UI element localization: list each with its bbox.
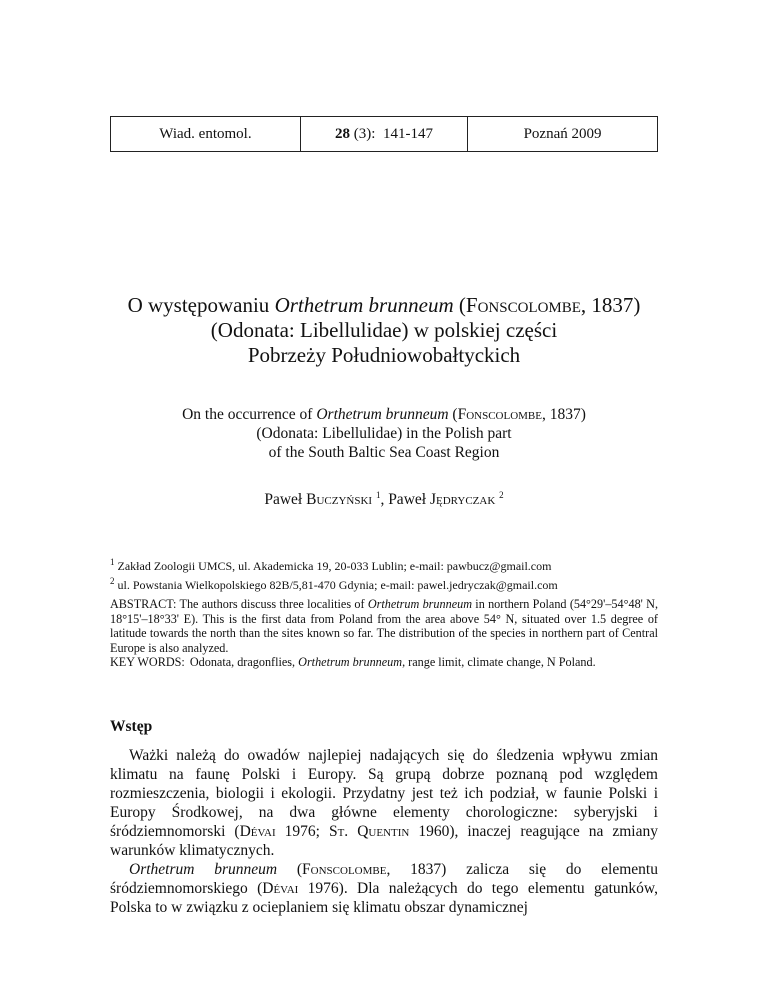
abstract: ABSTRACT: The authors discuss three localities of Orthetrum brunneum in northern Poland (54°29'–54°48' N, 18°15'–18°33' E). This is the first data from Poland from the area above 54° N, situated over 1.5 degree of latitude towards the north than the sites known so far. The distribution of the species in northern part of Central Europe is also analyzed. xyxy=(110,597,659,655)
author-1-surname: Buczyński xyxy=(306,491,373,509)
paragraph-1: Ważki należą do owadów najlepiej nadających się do śledzenia wpływu zmian klimatu na faunę Polski i Europy. Są grupą dobrze poznaną pod względem rozmieszczenia, biologii i ekologii. Przydatny jest też ich podział, w faunie Polski i Europy Środkowej, na dwa główne elementy chorologiczne: syberyjski i śródziemnomorski (Dévai 1976; St. Quentin 1960), inaczej reagujące na zmiany warunków klimatycznych. xyxy=(110,747,658,859)
paragraph-2: Orthetrum brunneum (Fonscolombe, 1837) zalicza się do elementu śródziemnomorskiego (Dévai 1976). Dla należących do tego elementu gatunków, Polska to w związku z ocieplaniem się klimatu obszar dynamicznej xyxy=(110,861,658,916)
title-pl-line3: Pobrzeży Południowobałtyckich xyxy=(247,343,521,367)
author-2-surname: Jędryczak xyxy=(429,491,496,509)
place-year: Poznań 2009 xyxy=(523,125,602,142)
title-pl-line2: (Odonata: Libellulidae) w polskiej części xyxy=(210,318,558,342)
journal-info-box xyxy=(110,116,658,152)
title-en-line1: On the occurrence of Orthetrum brunneum (Fonscolombe, 1837) xyxy=(182,406,586,423)
keywords-list: Odonata, dragonflies, Orthetrum brunneum, range limit, climate change, N Poland. xyxy=(189,655,596,669)
volume-issue-pages xyxy=(301,117,468,151)
title-pl-line1: O występowaniu Orthetrum brunneum (Fonscolombe, 1837) xyxy=(127,293,641,317)
issue-pages: (3): 141-147 xyxy=(350,125,433,142)
keywords-label: KEY WORDS: xyxy=(110,655,185,669)
volume-number: 28 xyxy=(335,125,351,142)
title-en-line2: (Odonata: Libellulidae) in the Polish part xyxy=(256,425,512,442)
section-heading-intro: Wstęp xyxy=(110,718,153,735)
title-en-line3: of the South Baltic Sea Coast Region xyxy=(268,444,500,461)
body-text xyxy=(110,746,658,917)
title-english xyxy=(0,405,768,462)
title-polish xyxy=(0,293,768,368)
affiliation-2: $^2$ ul. Powstania Wielkopolskiego 82B/5,81-470 Gdynia; e-mail: pawel.jedryczak@gmail.com xyxy=(110,576,558,592)
author-list: Paweł Buczyński $^1$, Paweł Jędryczak $^2$ xyxy=(264,490,504,509)
affiliation-1: $^1$ Zakład Zoologii UMCS, ul. Akademicka 19, 20-033 Lublin; e-mail: pawbucz@gmail.com xyxy=(110,557,552,573)
journal-name: Wiad. entomol. xyxy=(111,117,301,151)
keywords xyxy=(110,655,658,670)
